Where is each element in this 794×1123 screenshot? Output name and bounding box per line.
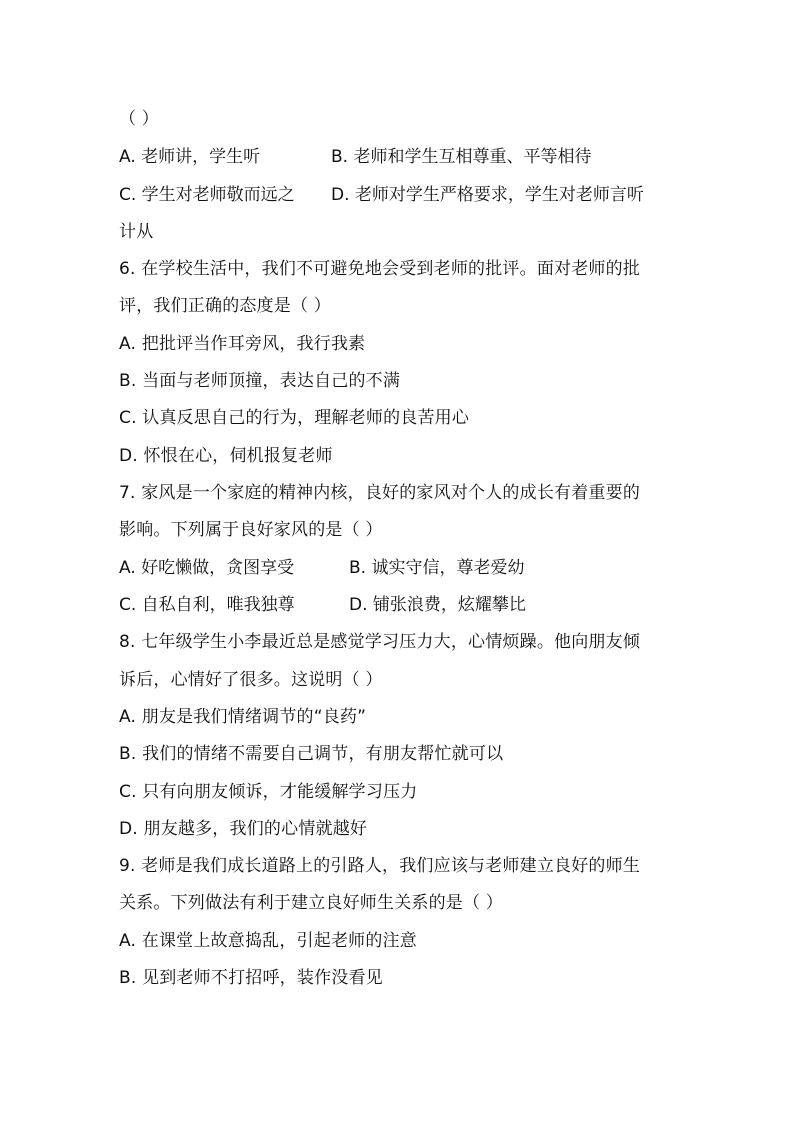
q7-stem-line-1: 7. 家风是一个家庭的精神内核，良好的家风对个人的成长有着重要的 bbox=[119, 483, 641, 503]
q9-stem-line-1: 9. 老师是我们成长道路上的引路人，我们应该与老师建立良好的师生 bbox=[119, 856, 641, 876]
q5-option-c: C. 学生对老师敬而远之 bbox=[119, 185, 295, 205]
q6-stem-line-1: 6. 在学校生活中，我们不可避免地会受到老师的批评。面对老师的批 bbox=[119, 259, 641, 279]
q5-option-a: A. 老师讲，学生听 bbox=[119, 147, 261, 167]
q5-option-b: B. 老师和学生互相尊重、平等相待 bbox=[331, 147, 592, 167]
q9-option-b: B. 见到老师不打招呼，装作没看见 bbox=[119, 968, 383, 988]
q7-stem-line-2: 影响。下列属于良好家风的是（ ） bbox=[119, 520, 383, 540]
q8-option-a: A. 朋友是我们情绪调节的“良药” bbox=[119, 707, 367, 727]
q7-option-b: B. 诚实守信，尊老爱幼 bbox=[349, 558, 525, 578]
q8-option-b: B. 我们的情绪不需要自己调节，有朋友帮忙就可以 bbox=[119, 744, 504, 764]
q5-option-d-continued: 计从 bbox=[119, 222, 154, 242]
q9-stem-line-2: 关系。下列做法有利于建立良好师生关系的是（ ） bbox=[119, 893, 504, 913]
q6-option-c: C. 认真反思自己的行为，理解老师的良苦用心 bbox=[119, 408, 470, 428]
q7-option-c: C. 自私自利，唯我独尊 bbox=[119, 595, 295, 615]
q6-option-a: A. 把批评当作耳旁风，我行我素 bbox=[119, 334, 366, 354]
q8-stem-line-1: 8. 七年级学生小李最近总是感觉学习压力大，心情烦躁。他向朋友倾 bbox=[119, 632, 641, 652]
q9-option-a: A. 在课堂上故意捣乱，引起老师的注意 bbox=[119, 931, 417, 951]
q6-option-d: D. 怀恨在心，伺机报复老师 bbox=[119, 446, 333, 466]
q6-option-b: B. 当面与老师顶撞，表达自己的不满 bbox=[119, 371, 401, 391]
q7-option-d: D. 铺张浪费，炫耀攀比 bbox=[349, 595, 526, 615]
q6-stem-line-2: 评，我们正确的态度是（ ） bbox=[119, 296, 332, 316]
q5-option-d: D. 老师对学生严格要求，学生对老师言听 bbox=[331, 185, 644, 205]
q7-option-a: A. 好吃懒做，贪图享受 bbox=[119, 558, 295, 578]
q5-answer-blank: （ ） bbox=[119, 109, 160, 129]
q8-option-c: C. 只有向朋友倾诉，才能缓解学习压力 bbox=[119, 782, 418, 802]
q8-option-d: D. 朋友越多，我们的心情就越好 bbox=[119, 819, 368, 839]
q8-stem-line-2: 诉后，心情好了很多。这说明（ ） bbox=[119, 670, 383, 690]
